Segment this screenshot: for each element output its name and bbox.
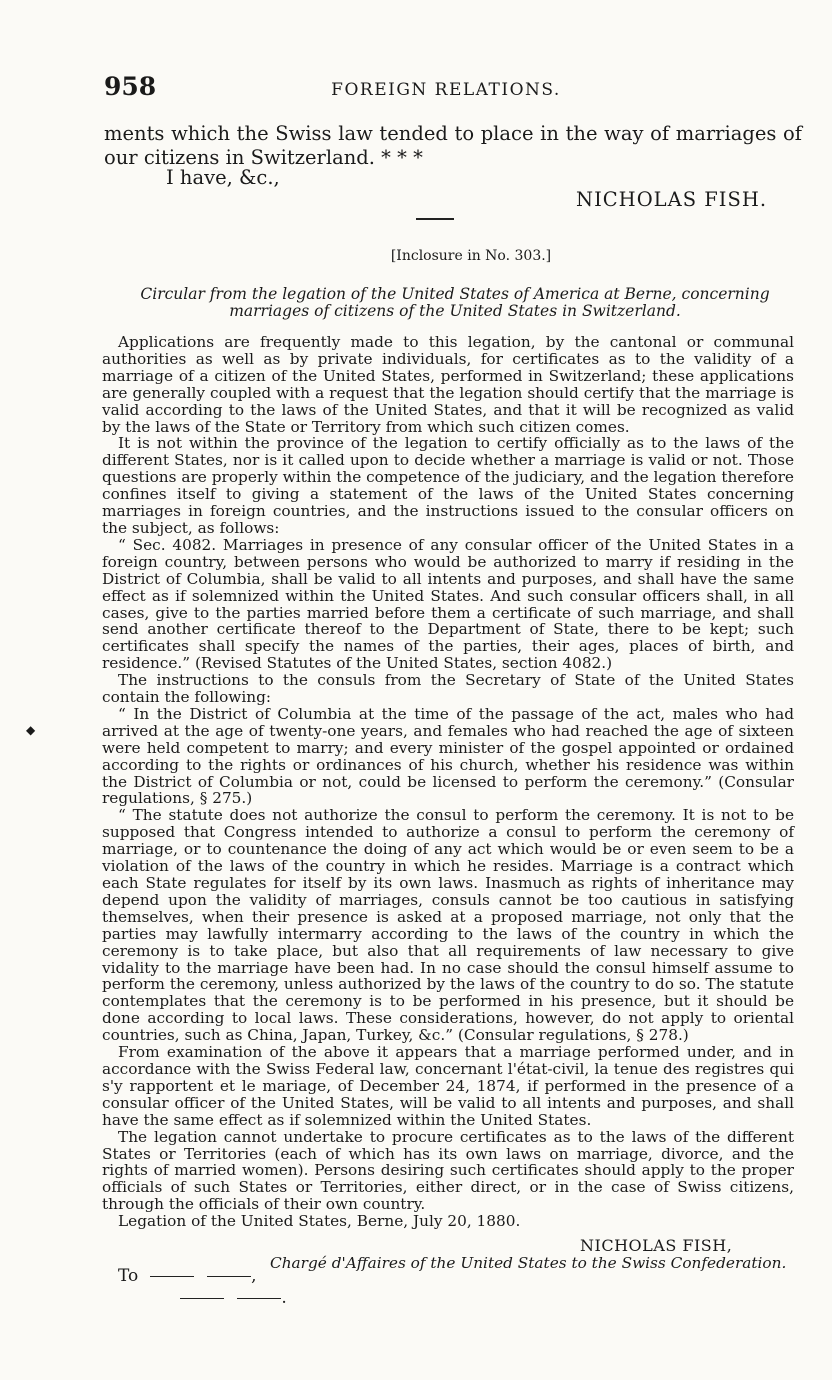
paragraph: Applications are frequently made to this legation, by the cantonal or communal authorities as well as by private individuals, for certificates as to the validity of a marriage of a citizen of the United States, performed in Switzerland; these applications are generally coupled with a request that the legation should certify that the marriage is valid according to the laws of the United States, and that it will be recognized as valid by the laws of the State or Territory from which such citizen comes.	[102, 333, 794, 436]
signature-title: Chargé d'Affaires of the United States to the Swiss Confederation.	[270, 1254, 787, 1272]
address-line: To , .	[118, 1266, 287, 1308]
section-divider	[416, 218, 454, 220]
page-number: 958	[104, 72, 157, 101]
paragraph: The legation cannot undertake to procure certificates as to the laws of the different States or Territories (each of which has its own laws on marriage, divorce, and the rights of married women). Persons desiring such certificates should apply to the proper officials of such States or Territories, either direct, or in the case of Swiss citizens, through the officials of their own country.	[102, 1127, 794, 1214]
running-title: FOREIGN RELATIONS.	[331, 80, 561, 100]
letter-closing: I have, &c.,	[166, 166, 280, 189]
address-blank	[150, 1276, 194, 1277]
letter-opening-text: ments which the Swiss law tended to place in the way of marriages of our citizens in Switzerland. * * *	[104, 122, 802, 169]
address-blank	[180, 1298, 224, 1299]
circular-title: Circular from the legation of the United States of America at Berne, concerning marriages of citizens of the United States in Switzerland.	[140, 285, 770, 320]
paragraph: “ The statute does not authorize the consul to perform the ceremony. It is not to be supposed that Congress intended to authorize a consul to perform the ceremony of marriage, or to countenance the doing of any act which would be or even seem to be a violation of the laws of the country in which he resides. Marriage is a contract which each State regulates for itself by its own laws. Inasmuch as rights of inheritance may depend upon the validity of marriages, consuls cannot be too cautious in satisfying themselves, when their presence is asked at a proposed marriage, not only that the parties may lawfully intermarry according to the laws of the country in which the ceremony is to take place, but also that all requirements of law necessary to give vidality to the marriage have been had. In no case should the consul himself assume to perform the ceremony, unless authorized by the laws of the country to do so. The statute contemplates that the ceremony is to be performed in his presence, but it should be done according to local laws. These considerations, however, do not apply to oriental countries, such as China, Japan, Turkey, &c.” (Consular regulations, § 278.)	[102, 806, 794, 1045]
inclosure-label: [Inclosure in No. 303.]	[390, 248, 552, 264]
address-prefix: To	[118, 1266, 139, 1286]
dateline: Legation of the United States, Berne, July 20, 1880.	[118, 1212, 521, 1231]
signature-name: NICHOLAS FISH,	[580, 1236, 733, 1255]
paragraph: “ Sec. 4082. Marriages in presence of any consular officer of the United States in a foreign country, between persons who would be authorized to marry if residing in the District of Columbia, shall be valid to all intents and purposes, and shall have the same effect as if solemnized within the United States. And such consular officers shall, in all cases, give to the parties married before them a certificate of such marriage, and shall send another certificate thereof to the Department of State, there to be kept; such certificates shall specify the names of the parties, their ages, places of birth, and residence.” (Revised Statutes of the United States, section 4082.)	[102, 535, 794, 673]
paragraph: The instructions to the consuls from the Secretary of State of the United States contain the following:	[102, 671, 794, 707]
circular-body	[102, 334, 794, 1230]
paragraph: “ In the District of Columbia at the time of the passage of the act, males who had arrived at the age of twenty-one years, and females who had reached the age of sixteen were held competent to marry; and every minister of the gospel appointed or ordained according to the rights or ordinances of his church, whether his residence was within the District of Columbia or not, could be licensed to perform the ceremony.” (Consular regulations, § 275.)	[102, 704, 794, 808]
paragraph: From examination of the above it appears that a marriage performed under, and in accordance with the Swiss Federal law, concernant l'état-civil, la tenue des registres qui s'y rapportent et le mariage, of December 24, 1874, if performed in the presence of a consular officer of the United States, will be valid to all intents and purposes, and shall have the same effect as if solemnized within the United States.	[102, 1043, 794, 1129]
address-blank	[207, 1276, 251, 1277]
margin-mark: ◆	[26, 723, 36, 737]
paragraph: It is not within the province of the legation to certify officially as to the laws of the different States, nor is it called upon to decide whether a marriage is valid or not. Those questions are properly within the competence of the judiciary, and the legation therefore confines itself to giving a statement of the laws of the United States concerning marriages in foreign countries, and the instructions issued to the consular officers on the subject, as follows:	[102, 434, 794, 537]
address-blank	[237, 1298, 281, 1299]
letter-signer: NICHOLAS FISH.	[576, 188, 768, 211]
